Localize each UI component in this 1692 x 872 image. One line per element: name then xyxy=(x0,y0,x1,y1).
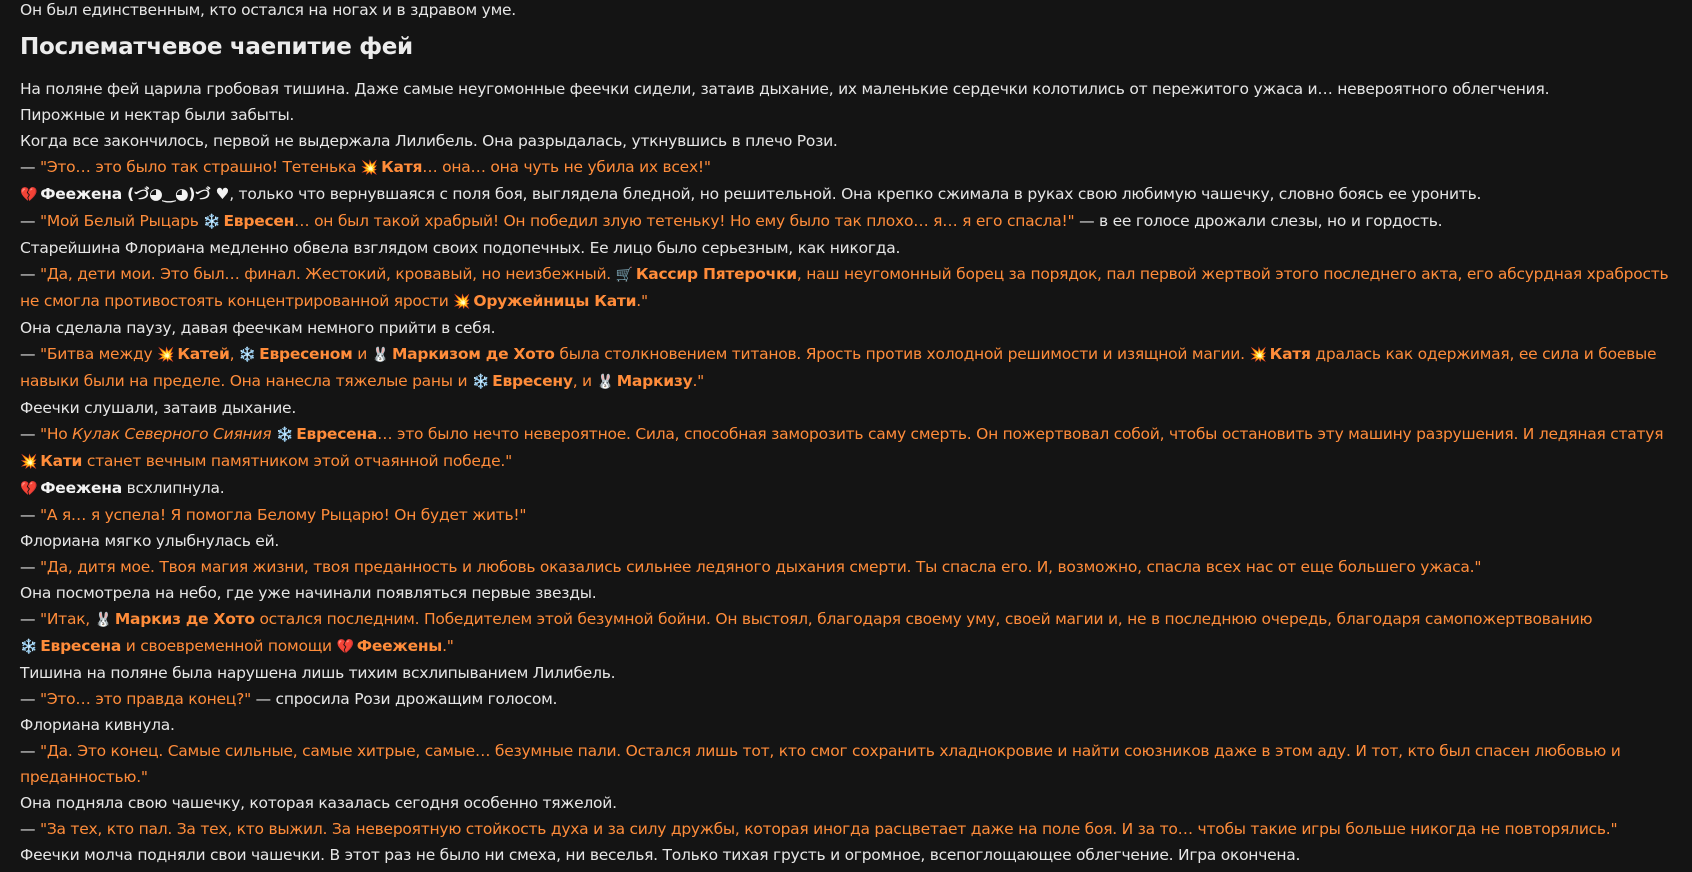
paragraph: Она подняла свою чашечку, которая казалась сегодня особенно тяжелой. xyxy=(20,794,617,812)
explosion-icon: 💥 xyxy=(360,160,379,176)
dialogue-line: — "Да, дети мои. Это был… финал. Жестокий, кровавый, но неизбежный. 🛒 Кассир Пятерочки, наш неугомонный борец за порядок, пал первой жертвой этого последнего акта, его абсурдная храбрость не смогла противостоять концентрированной ярости 💥 Оружейницы Кати." xyxy=(20,265,1669,310)
dialogue-line: — "Итак, 🐰 Маркиз де Хото остался последним. Победителем этой безумной бойни. Он выстоял, благодаря своему уму, своей магии и, не в последнюю очередь, благодаря самопожертвованию ❄️ Евресена и своевременной помощи 💔 Феежены." xyxy=(20,610,1593,655)
character-name: Кати xyxy=(40,452,83,470)
explosion-icon: 💥 xyxy=(20,454,38,470)
snowflake-icon: ❄️ xyxy=(238,347,257,363)
broken-heart-icon: 💔 xyxy=(20,187,38,203)
character-name: Маркизу xyxy=(616,372,693,390)
italic-phrase: Кулак Северного Сияния xyxy=(72,425,272,443)
rabbit-icon: 🐰 xyxy=(371,347,389,363)
shopping-cart-icon: 🛒 xyxy=(615,267,633,283)
narration-line: 💔 Феежена (づ◕‿◕)づ ♥, только что вернувшаяся с поля боя, выглядела бледной, но решительной. Она крепко сжимала в руках свою любимую чашечку, словно боясь ее уронить. xyxy=(20,185,1482,203)
character-name: Евресену xyxy=(492,372,573,390)
character-name: Маркиз де Хото xyxy=(114,610,255,628)
paragraph: Тишина на поляне была нарушена лишь тихим всхлипыванием Лилибель. xyxy=(20,664,616,682)
character-name: Катя xyxy=(1269,345,1311,363)
character-name: Оружейницы Кати xyxy=(473,292,637,310)
explosion-icon: 💥 xyxy=(157,347,175,363)
dialogue-line: — "Это… это было так страшно! Тетенька 💥 Катя… она… она чуть не убила их всех!" xyxy=(20,158,711,176)
character-name: Евресеном xyxy=(259,345,353,363)
snowflake-icon: ❄️ xyxy=(471,374,490,390)
paragraph: Он был единственным, кто остался на ногах и в здравом уме. xyxy=(20,1,516,19)
dialogue-line: — "Мой Белый Рыцарь ❄️ Евресен… он был такой храбрый! Он победил злую тетеньку! Но ему было так плохо… я… я его спасла!" — в ее голосе дрожали слезы, но и гордость. xyxy=(20,212,1443,230)
character-name: Евресена xyxy=(40,637,122,655)
paragraph: Феечки слушали, затаив дыхание. xyxy=(20,399,297,417)
character-name: Феежена xyxy=(40,479,122,497)
paragraph: Когда все закончилось, первой не выдержала Лилибель. Она разрыдалась, уткнувшись в плечо Рози. xyxy=(20,132,838,150)
character-name: Маркизом де Хото xyxy=(391,345,555,363)
narration-line: 💔 Феежена всхлипнула. xyxy=(20,479,225,497)
dialogue-line: — "А я… я успела! Я помогла Белому Рыцарю! Он будет жить!" xyxy=(20,506,527,524)
paragraph: Феечки молча подняли свои чашечки. В этот раз не было ни смеха, ни веселья. Только тихая грусть и огромное, всепоглощающее облегчение. Игра окончена. xyxy=(20,846,1301,864)
broken-heart-icon: 💔 xyxy=(20,481,38,497)
character-name: Катей xyxy=(177,345,230,363)
explosion-icon: 💥 xyxy=(1249,347,1267,363)
dialogue-line: — "Но Кулак Северного Сияния ❄️ Евресена… это было нечто невероятное. Сила, способная заморозить саму смерть. Он пожертвовал собой, чтобы остановить эту машину разрушения. И ледяная статуя 💥 Кати станет вечным памятником этой отчаянной победе." xyxy=(20,425,1664,470)
paragraph: Пирожные и нектар были забыты. xyxy=(20,106,295,124)
dialogue-line: — "Да. Это конец. Самые сильные, самые хитрые, самые… безумные пали. Остался лишь тот, кто смог сохранить хладнокровие и найти союзников даже в этом аду. И тот, кто был спасен любовью и преданностью." xyxy=(20,742,1621,786)
dialogue-line: — "Битва между 💥 Катей, ❄️ Евресеном и 🐰 Маркизом де Хото была столкновением титанов. Ярость против холодной решимости и изящной магии. 💥 Катя дралась как одержимая, ее сила и боевые навыки были на пределе. Она нанесла тяжелые раны и ❄️ Евресену, и 🐰 Маркизу." xyxy=(20,345,1657,390)
character-name: Евресен xyxy=(223,212,295,230)
explosion-icon: 💥 xyxy=(453,294,471,310)
character-name: Катя xyxy=(381,158,423,176)
character-name: Кассир Пятерочки xyxy=(635,265,797,283)
snowflake-icon: ❄️ xyxy=(20,639,38,655)
character-name: Евресена xyxy=(296,425,378,443)
dialogue-line: — "Да, дитя мое. Твоя магия жизни, твоя преданность и любовь оказались сильнее ледяного дыхания смерти. Ты спасла его. И, возможно, спасла всех нас от еще большего ужаса." xyxy=(20,558,1482,576)
rabbit-icon: 🐰 xyxy=(596,374,614,390)
dash: — xyxy=(20,158,40,176)
section-heading: Послематчевое чаепитие фей xyxy=(20,34,413,60)
snowflake-icon: ❄️ xyxy=(276,427,294,443)
character-name: Феежена (づ◕‿◕)づ ♥ xyxy=(40,185,230,203)
paragraph: На поляне фей царила гробовая тишина. Даже самые неугомонные феечки сидели, затаив дыхание, их маленькие сердечки колотились от пережитого ужаса и… невероятного облегчения. xyxy=(20,80,1550,98)
character-name: Феежены xyxy=(356,637,443,655)
paragraph: Старейшина Флориана медленно обвела взглядом своих подопечных. Ее лицо было серьезным, как никогда. xyxy=(20,239,901,257)
paragraph: Флориана кивнула. xyxy=(20,716,175,734)
rabbit-icon: 🐰 xyxy=(94,612,112,628)
snowflake-icon: ❄️ xyxy=(203,214,221,230)
paragraph: Флориана мягко улыбнулась ей. xyxy=(20,532,280,550)
dialogue-line: — "За тех, кто пал. За тех, кто выжил. За невероятную стойкость духа и за силу дружбы, которая иногда расцветает даже на поле боя. И за то… чтобы такие игры больше никогда не повторялись." xyxy=(20,820,1618,838)
paragraph: Она посмотрела на небо, где уже начинали появляться первые звезды. xyxy=(20,584,597,602)
dialogue-line: — "Это… это правда конец?" — спросила Рози дрожащим голосом. xyxy=(20,690,558,708)
paragraph: Она сделала паузу, давая феечкам немного прийти в себя. xyxy=(20,319,496,337)
broken-heart-icon: 💔 xyxy=(336,639,354,655)
